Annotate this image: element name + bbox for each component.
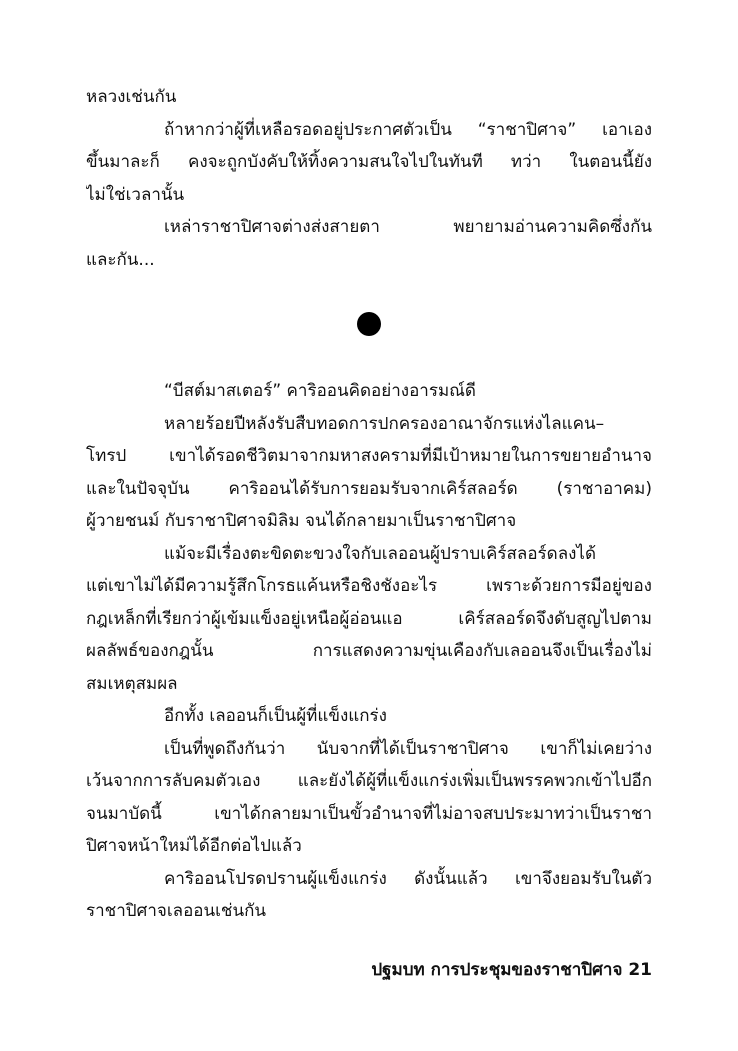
paragraph-line: สมเหตุสมผล xyxy=(86,673,178,694)
page-footer: ปฐมบท การประชุมของราชาปิศาจ 21 xyxy=(371,960,652,980)
paragraph-line: เว้นจากการลับคมตัวเอง และยังได้ผู้ที่แข็งแกร่งเพิ่มเป็นพรรคพวกเข้าไปอีก xyxy=(86,771,652,791)
paragraph-line: หลายร้อยปีหลังรับสืบทอดการปกครองอาณาจักรแห่งไลแคน– xyxy=(164,413,605,434)
paragraph-line: จนมาบัดนี้ เขาได้กลายมาเป็นขั้วอำนาจที่ไม่อาจสบประมาทว่าเป็นราชา xyxy=(86,803,652,824)
paragraph-line: ราชาปิศาจเลออนเช่นกัน xyxy=(86,901,267,921)
text-block-top xyxy=(86,81,652,276)
paragraph-line: “บีสต์มาสเตอร์” คาริออนคิดอย่างอารมณ์ดี xyxy=(164,381,476,401)
paragraph-line: ผลลัพธ์ของกฎนั้น การแสดงความขุ่นเคืองกับเลออนจึงเป็นเรื่องไม่ xyxy=(86,641,652,661)
paragraph-line: เป็นที่พูดถึงกันว่า นับจากที่ได้เป็นราชาปิศาจ เขาก็ไม่เคยว่าง xyxy=(164,738,652,759)
paragraph-line: และในปัจจุบัน คาริออนได้รับการยอมรับจากเคิร์สลอร์ด (ราชาอาคม) xyxy=(86,478,652,499)
paragraph-line: แม้จะมีเรื่องตะขิดตะขวงใจกับเลออนผู้ปราบเคิร์สลอร์ดลงได้ xyxy=(164,543,597,564)
paragraph-line: โทรป เขาได้รอดชีวิตมาจากมหาสงครามที่มีเป้าหมายในการขยายอำนาจ xyxy=(86,446,652,466)
paragraph-line: ไม่ใช่เวลานั้น xyxy=(86,184,185,205)
paragraph-line: แต่เขาไม่ได้มีความรู้สึกโกรธแค้นหรือชิงชังอะไร เพราะด้วยการมีอยู่ของ xyxy=(86,576,652,596)
paragraph-line: กฎเหล็กที่เรียกว่าผู้เข้มแข็งอยู่เหนือผู้อ่อนแอ เคิร์สลอร์ดจึงดับสูญไปตาม xyxy=(86,608,652,629)
paragraph-line: หลวงเช่นกัน xyxy=(86,87,177,107)
section-break-dot xyxy=(357,312,381,336)
paragraph-line: ปิศาจหน้าใหม่ได้อีกต่อไปแล้ว xyxy=(86,836,302,856)
paragraph-line: และกัน... xyxy=(86,249,155,270)
paragraph-line: ขึ้นมาละก็ คงจะถูกบังคับให้ทิ้งความสนใจไปในทันที ทว่า ในตอนนี้ยัง xyxy=(86,152,652,172)
paragraph-line: อีกทั้ง เลออนก็เป็นผู้ที่แข็งแกร่ง xyxy=(164,706,387,726)
paragraph-line: เหล่าราชาปิศาจต่างส่งสายตา พยายามอ่านความคิดซึ่งกัน xyxy=(164,217,652,237)
text-block-main xyxy=(86,375,652,928)
paragraph-line: ถ้าหากว่าผู้ที่เหลือรอดอยู่ประกาศตัวเป็น “ราชาปิศาจ” เอาเอง xyxy=(164,119,652,140)
paragraph-line: ผู้วายชนม์ กับราชาปิศาจมิลิม จนได้กลายมาเป็นราชาปิศาจ xyxy=(86,511,517,531)
paragraph-line: คาริออนโปรดปรานผู้แข็งแกร่ง ดังนั้นแล้ว เขาจึงยอมรับในตัว xyxy=(164,868,652,889)
